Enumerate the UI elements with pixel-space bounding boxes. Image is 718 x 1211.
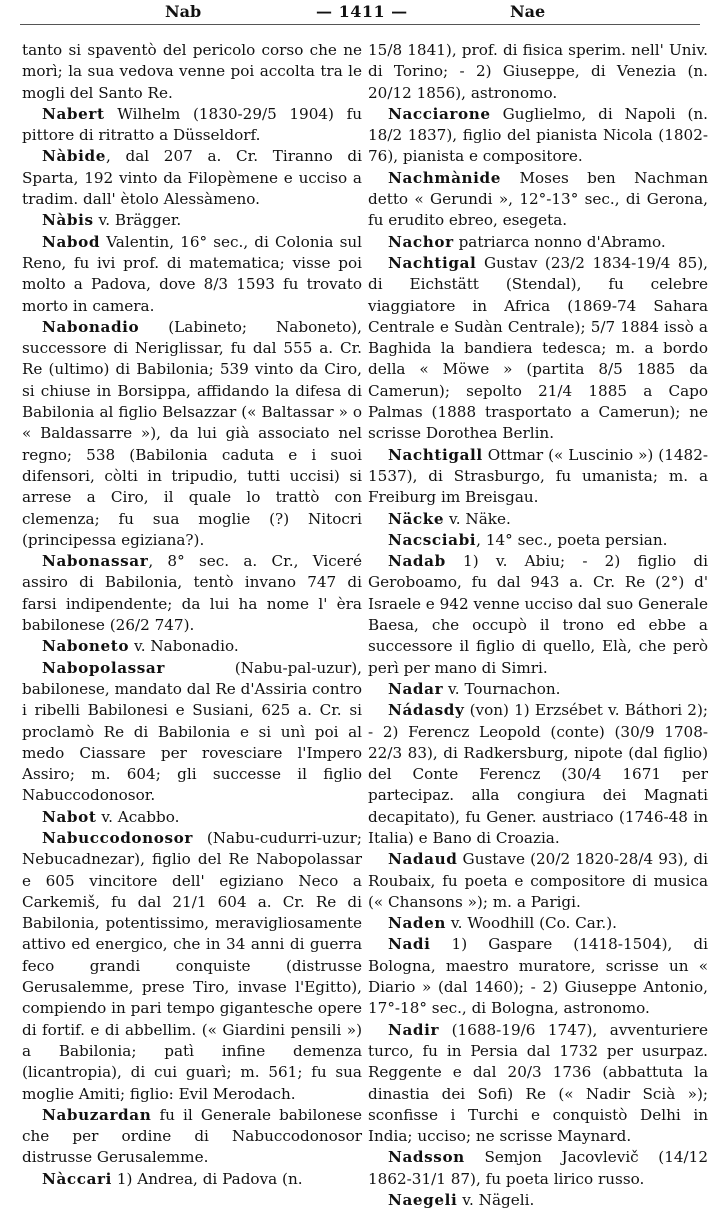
entry-text: Moses ben Nachman detto « Gerundi », 12°-13° sec., di Gerona, fu erudito ebreo, esegeta. [368, 168, 708, 230]
entry-text: v. Acabbo. [96, 807, 180, 826]
dictionary-entry [368, 445, 708, 509]
dictionary-entry [368, 700, 708, 849]
entry-text: (Nabu-pal-uzur), babilonese, mandato dal Re d'Assiria contro i ribelli Babilonesi e Susiani, 625 a. Cr. si proclamò Re di Babilonia e si unì poi al medo Ciassare per rovesciare l'Impero Assiro; m. 604; gli successe il figlio Nabuccodonosor. [22, 658, 362, 805]
dictionary-entry [22, 551, 362, 636]
dictionary-entry [22, 1169, 362, 1190]
entry-headword: Nàccari [42, 1169, 113, 1188]
entry-headword: Nabonassar [42, 552, 149, 571]
entry-text: Gustave (20/2 1820-28/4 93), di Roubaix, fu poeta e compositore di musica (« Chansons »); m. a Parigi. [368, 850, 708, 911]
entry-headword: Nadi [388, 935, 431, 954]
entry-text: , 8° sec. a. Cr., Viceré assiro di Babilonia, tentò invano 747 di farsi indipendente; da lui ha nome l' èra babilonese (26/2 747). [22, 552, 362, 635]
entry-headword: Nachtigal [388, 253, 477, 272]
entry-text: (1688-19/6 1747), avventuriere turco, fu in Persia dal 1732 per usurpaz. Reggente e dal 20/3 1736 (abbattuta la dinastia dei Sofi) Re (« Nadir Scià »); sconfisse i Turchi e conquistò Delhi in India; ucciso; ne scrisse Maynard. [368, 1020, 708, 1146]
dictionary-entry [368, 1020, 708, 1148]
entry-headword: Nabuccodonosor [42, 828, 194, 847]
entry-headword: Nadab [388, 552, 446, 571]
dictionary-entry [22, 636, 362, 657]
entry-text: 1) Andrea, di Padova (n. [112, 1169, 303, 1188]
entry-headword: Nadaud [388, 850, 458, 869]
entry-headword: Naboneto [42, 637, 130, 656]
entry-headword: Nachor [388, 232, 454, 251]
right-column [368, 40, 708, 1211]
entry-headword: Nabonadio [42, 317, 140, 336]
entry-text: v. Brägger. [93, 211, 182, 230]
entry-headword: Nabot [42, 807, 97, 826]
entry-headword: Nádasdy [388, 701, 465, 720]
dictionary-entry [368, 104, 708, 168]
entry-text: 1) v. Abiu; - 2) figlio di Geroboamo, fu dal 943 a. Cr. Re (2°) d' Israele e 942 venne ucciso dal suo Generale Baesa, che occupò il trono ed ebbe a successore il figlio di quello, Elà, che però perì per mano di Simri. [368, 552, 708, 677]
entry-headword: Naegeli [388, 1191, 458, 1210]
dictionary-entry [22, 40, 362, 104]
entry-headword: Nachtigall [388, 445, 483, 464]
entry-text: (Nabu-cudurri-uzur; Nebucadnezar), figlio del Re Nabopolassar e 605 vincitore dell' egiziano Neco a Carkemiš, fu dal 21/1 604 a. Cr. Re di Babilonia, potentissimo, meravigliosamente attivo ed energico, che in 34 anni di guerra feco grandi conquiste (distrusse Gerusalemme, prese Tiro, invase l'Egitto), compiendo in pari tempo gigantesche opere di fortif. e di abbellim. (« Giardini pensili ») a Babilonia; patì infine demenza (licantropia), di cui guarì; m. 561; fu sua moglie Amiti; figlio: Evil Merodach. [22, 828, 362, 1103]
entry-headword: Nabert [42, 104, 105, 123]
dictionary-entry [22, 146, 362, 210]
entry-text: v. Näke. [444, 509, 511, 528]
entry-text: Ottmar (« Luscinio ») (1482-1537), di Strasburgo, fu umanista; m. a Freiburg im Breisgau. [368, 445, 708, 507]
dictionary-entry [368, 934, 708, 1019]
entry-headword: Nadir [388, 1020, 440, 1039]
entry-text: v. Woodhill (Co. Car.). [446, 914, 618, 933]
entry-headword: Nabopolassar [42, 658, 165, 677]
dictionary-entry [22, 828, 362, 1105]
dictionary-entry [22, 317, 362, 551]
dictionary-entry [368, 232, 708, 253]
dictionary-entry [368, 913, 708, 934]
entry-headword: Nachmànide [388, 168, 502, 187]
entry-headword: Nàbide [42, 147, 106, 166]
header-left-guide-word: Nab [165, 2, 202, 21]
dictionary-entry [22, 210, 362, 231]
dictionary-entry [368, 253, 708, 445]
dictionary-entry [368, 1190, 708, 1211]
header-rule [20, 24, 700, 25]
page-number: — 1411 — [316, 2, 408, 21]
dictionary-entry [22, 232, 362, 317]
dictionary-entry [368, 679, 708, 700]
header-right-guide-word: Nae [510, 2, 546, 21]
entry-text: v. Nabonadio. [129, 637, 239, 656]
entry-text: (Labineto; Naboneto), successore di Neriglissar, fu dal 555 a. Cr. Re (ultimo) di Babilonia; 539 vinto da Ciro, si chiuse in Borsippa, affidando la difesa di Babilonia al figlio Belsazzar (« Baltassar » o « Baldassarre »), da lui già associato nel regno; 538 (Babilonia caduta e i suoi difensori, còlti in tripudio, tutti uccisi) si arrese a Ciro, il quale lo trattò con clemenza; fu sua moglie (?) Nitocri (principessa egiziana?). [22, 317, 362, 549]
entry-text: patriarca nonno d'Abramo. [453, 232, 666, 251]
entry-text: v. Tournachon. [443, 679, 561, 698]
entry-headword: Naden [388, 914, 447, 933]
dictionary-entry [368, 168, 708, 232]
entry-text: v. Nägeli. [457, 1191, 535, 1210]
dictionary-entry [368, 40, 708, 104]
entry-headword: Nadar [388, 679, 444, 698]
entry-text: 1) Gaspare (1418-1504), di Bologna, maestro muratore, scrisse un « Diario » (dal 1460); - 2) Giuseppe Antonio, 17°-18° sec., di Bologna, astronomo. [368, 935, 708, 1018]
entry-text: Valentin, 16° sec., di Colonia sul Reno, fu ivi prof. di matematica; visse poi molto a Padova, dove 8/3 1593 fu trovato morto in camera. [22, 232, 362, 315]
left-column [22, 40, 362, 1190]
entry-text: Wilhelm (1830-29/5 1904) fu pittore di ritratto a Düsseldorf. [22, 104, 362, 145]
dictionary-entry [22, 807, 362, 828]
entry-headword: Näcke [388, 509, 445, 528]
dictionary-entry [22, 1105, 362, 1169]
entry-text: , 14° sec., poeta persian. [476, 530, 668, 549]
entry-text: Guglielmo, di Napoli (n. 18/2 1837), figlio del pianista Nicola (1802-76), pianista e compositore. [368, 104, 708, 166]
entry-headword: Nàbis [42, 211, 94, 230]
entry-headword: Nabod [42, 232, 101, 251]
entry-text: Semjon Jacovlevič (14/12 1862-31/1 87), fu poeta lirico russo. [368, 1148, 708, 1188]
entry-text: 15/8 1841), prof. di fisica sperim. nell' Univ. di Torino; - 2) Giuseppe, di Venezia (n. 20/12 1856), astronomo. [368, 41, 708, 102]
entry-headword: Nabuzardan [42, 1105, 152, 1124]
page-header [0, 0, 718, 26]
entry-text: tanto si spaventò del pericolo corso che ne morì; la sua vedova venne poi accolta tra le mogli del Santo Re. [22, 41, 362, 102]
entry-text: fu il Generale babilonese che per ordine di Nabuccodonosor distrusse Gerusalemme. [22, 1105, 362, 1167]
dictionary-entry [368, 1147, 708, 1190]
dictionary-entry [368, 551, 708, 679]
dictionary-entry [22, 104, 362, 147]
entry-text: Gustav (23/2 1834-19/4 85), di Eichstätt (Stendal), fu celebre viaggiatore in Africa (1869-74 Sahara Centrale e Sudàn Centrale); 5/7 1884 issò a Baghida la bandiera tedesca; m. a bordo della « Möwe » (partita 8/5 1885 da Camerun); sepolto 21/4 1885 a Capo Palmas (1888 trasportato a Camerun); ne scrisse Dorothea Berlin. [368, 253, 708, 443]
dictionary-entry [368, 530, 708, 551]
entry-headword: Nacciarone [388, 104, 491, 123]
dictionary-entry [368, 849, 708, 913]
dictionary-entry [368, 509, 708, 530]
entry-headword: Nadsson [388, 1148, 465, 1167]
entry-headword: Nacsciabi [388, 530, 477, 549]
dictionary-entry [22, 658, 362, 807]
entry-text: (von) 1) Erzsébet v. Báthori 2); - 2) Ferencz Leopold (conte) (30/9 1708-22/3 83), di Radkersburg, nipote (dal figlio) del Conte Ferencz (30/4 1671 per partecipaz. alla congiura dei Magnati decapitato), fu Gener. austriaco (1746-48 in Italia) e Bano di Croazia. [368, 701, 708, 847]
entry-text: , dal 207 a. Cr. Tiranno di Sparta, 192 vinto da Filopèmene e ucciso a tradim. dall' ètolo Alessàmeno. [22, 147, 362, 209]
